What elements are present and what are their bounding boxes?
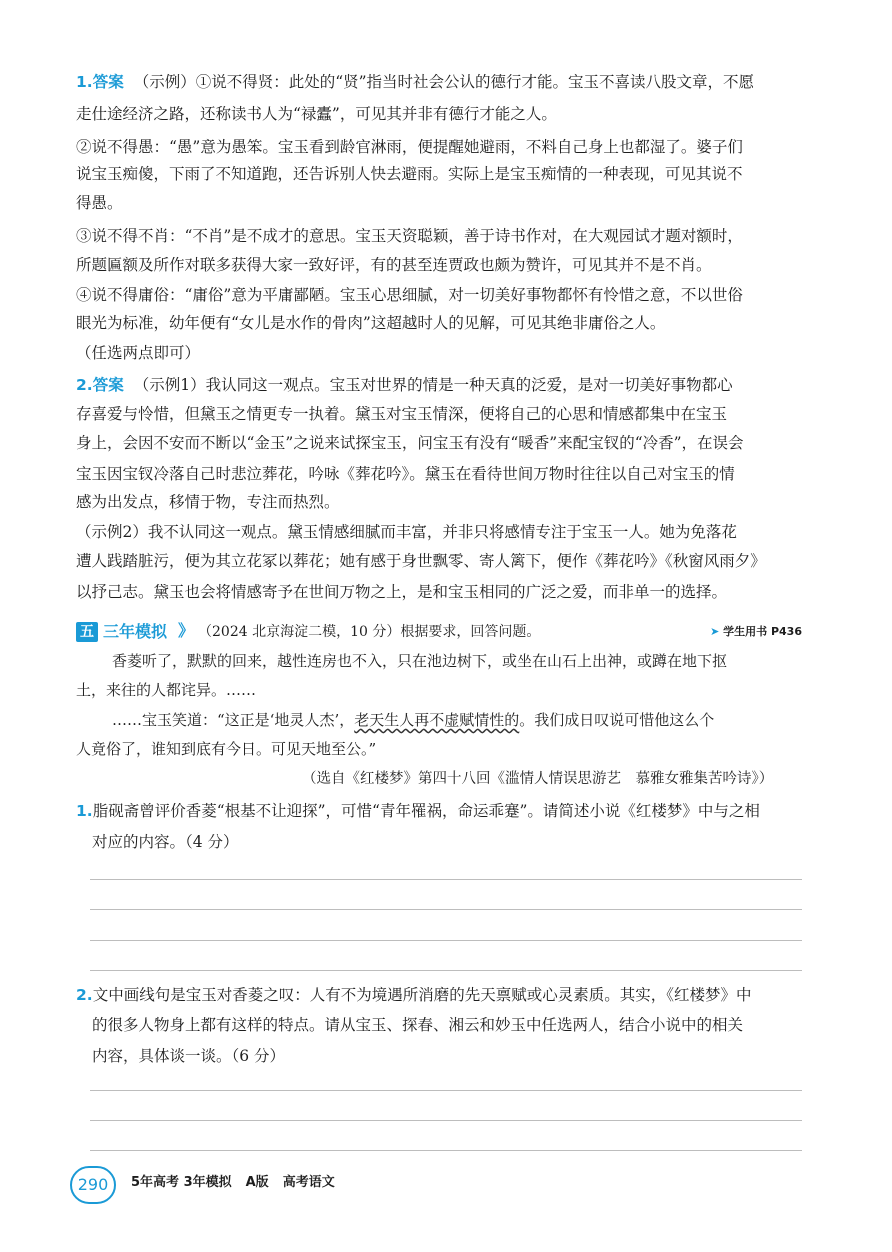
answer1-label: 答案 (92, 73, 124, 91)
question1-line: 对应的内容。（4 分） (92, 833, 239, 851)
answer2-line: 遭人践踏脏污，便为其立花冢以葬花；她有感于身世飘零、寄人篱下，便作《葬花吟》《秋窗风雨夕》 (76, 552, 766, 570)
question2-line: 的很多人物身上都有这样的特点。请从宝玉、探春、湘云和妙玉中任选两人，结合小说中的相关 (92, 1016, 744, 1034)
passage-line: ……宝玉笑道：“这正是‘地灵人杰’，老天生人再不虚赋情性的。我们成日叹说可惜他这么个 (112, 711, 715, 729)
answer1-line: ②说不得愚：“愚”意为愚笨。宝玉看到龄官淋雨，便提醒她避雨，不料自己身上也都湿了。婆子们 (76, 138, 743, 156)
answer1-line: 走仕途经济之路，还称读书人为“禄蠹”，可见其并非有德行才能之人。 (76, 105, 557, 123)
question2-number: 2. (76, 986, 93, 1004)
question2-line: 2.文中画线句是宝玉对香菱之叹：人有不为境遇所消磨的先天禀赋或心灵素质。其实，《红楼梦》中 (76, 986, 752, 1004)
answer2-line: 2.答案 （示例1）我认同这一观点。宝玉对世界的情是一种天真的泛爱，是对一切美好事物都心 (76, 376, 733, 394)
answer2-label: 答案 (92, 376, 124, 394)
section-arrow-icon: 》 (178, 621, 195, 640)
edition: A版 (245, 1175, 269, 1190)
answer1-line: ③说不得不肖：“不肖”是不成才的意思。宝玉天资聪颖，善于诗书作对，在大观园试才题对额时， (76, 227, 743, 245)
answer-line[interactable] (90, 970, 802, 971)
passage-citation: （选自《红楼梦》第四十八回《滥情人情误思游艺 慕雅女雅集苦吟诗》） (302, 771, 774, 787)
answer2-line: 存喜爱与怜惜，但黛玉之情更专一执着。黛玉对宝玉情深，便将自己的心思和情感都集中在宝玉 (76, 405, 728, 423)
answer-line[interactable] (90, 879, 802, 880)
answer1-line: ④说不得庸俗：“庸俗”意为平庸鄙陋。宝玉心思细腻，对一切美好事物都怀有怜惜之意，不以世俗 (76, 286, 743, 304)
passage-line: 人竟俗了，谁知到底有今日。可见天地至公。” (76, 740, 377, 758)
section-badge: 五 (76, 622, 98, 642)
footer-book-info (131, 1174, 349, 1192)
answer2-line: 身上，会因不安而不断以“金玉”之说来试探宝玉，问宝玉有没有“暖香”来配宝钗的“冷香”，在误会 (76, 434, 744, 452)
underlined-sentence: 老天生人再不虚赋情性的 (354, 711, 520, 729)
answer-line[interactable] (90, 909, 802, 910)
answer2-line: （示例2）我不认同这一观点。黛玉情感细腻而丰富，并非只将感情专注于宝玉一人。她为免落花 (76, 523, 737, 541)
subject: 高考语文 (282, 1175, 335, 1190)
section-title: 三年模拟 (103, 622, 168, 641)
answer1-line: 眼光为标准，幼年便有“女儿是水作的骨肉”这超越时人的见解，可见其绝非庸俗之人。 (76, 314, 666, 332)
answer1-number: 1. (76, 73, 93, 91)
question1-line: 1.脂砚斋曾评价香菱“根基不让迎探”，可惜“青年罹祸，命运乖蹇”。请简述小说《红楼梦》中与之相 (76, 802, 760, 820)
answer-line[interactable] (90, 1090, 802, 1091)
answer1-note: （任选两点即可） (76, 344, 201, 362)
answer2-line: 感为出发点，移情于物，专注而热烈。 (76, 493, 340, 511)
answer2-line: 宝玉因宝钗冷落自己时悲泣葬花，吟咏《葬花吟》。黛玉在看待世间万物时往往以自己对宝玉的情 (76, 465, 735, 483)
answer2-line: 以抒己志。黛玉也会将情感寄予在世间万物之上，是和宝玉相同的广泛之爱，而非单一的选择。 (76, 583, 728, 601)
question2-line: 内容，具体谈一谈。（6 分） (92, 1047, 286, 1065)
passage-line: 香菱听了，默默的回来，越性连房也不入，只在池边树下，或坐在山石上出神，或蹲在地下抠 (112, 652, 728, 670)
answer-line[interactable] (90, 1150, 802, 1151)
passage-line: 土，来往的人都诧异。…… (76, 681, 257, 699)
answer2-number: 2. (76, 376, 93, 394)
answer-line[interactable] (90, 940, 802, 941)
question1-number: 1. (76, 802, 93, 820)
answer1-line: 说宝玉痴傻，下雨了不知道跑，还告诉别人快去避雨。实际上是宝玉痴情的一种表现，可见其说不 (76, 165, 743, 183)
answer1-line: 1.答案 （示例）①说不得贤：此处的“贤”指当时社会公认的德行才能。宝玉不喜读八股文章，不愿 (76, 73, 755, 91)
answer1-line: 得愚。 (76, 194, 123, 212)
section-source: （2024 北京海淀二模，10 分）根据要求，回答问题。 (198, 624, 541, 640)
book-title: 5年高考 3年模拟 (131, 1175, 232, 1190)
answer-line[interactable] (90, 1120, 802, 1121)
arrow-icon: ➤ (710, 625, 720, 638)
page-number: 290 (70, 1166, 116, 1204)
answer1-line: 所题匾额及所作对联多获得大家一致好评，有的甚至连贾政也颇为赞许，可见其并不是不肖。 (76, 256, 712, 274)
student-book-reference: ➤ 学生用书 P436 (710, 625, 802, 638)
